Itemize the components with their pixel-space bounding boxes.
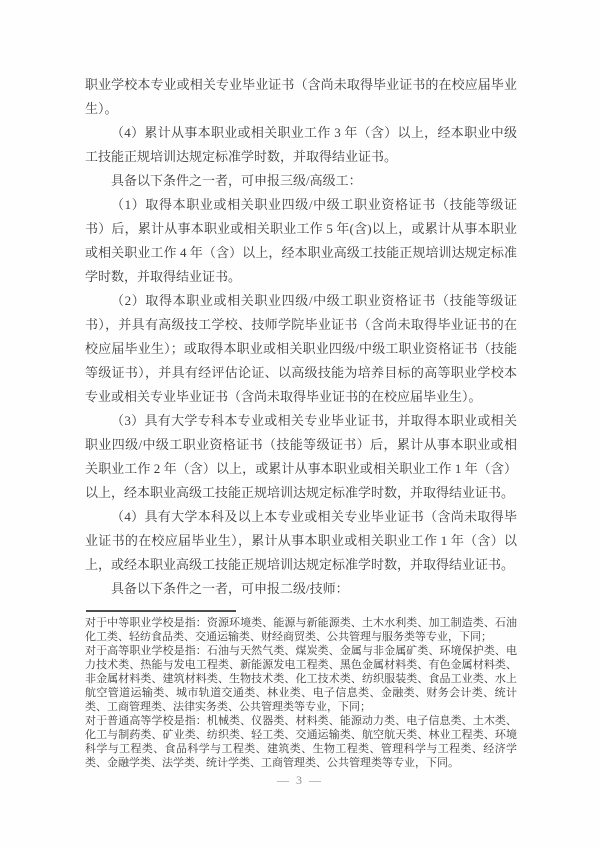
paragraph: 具备以下条件之一者，可申报二级/技师： (111, 581, 349, 596)
paragraph: 具备以下条件之一者，可申报三级/高级工： (111, 173, 362, 188)
paragraph: 职业学校本专业或相关专业毕业证书（含尚未取得毕业证书的在校应届毕业生）。 (85, 77, 517, 116)
footnote-paragraph: 对于普通高等学校是指：机械类、仪器类、材料类、能源动力类、电子信息类、土木类、化工与制药类、矿业类、纺织类、轻工类、交通运输类、航空航天类、林业工程类、环境科学与工程类、食品科学与工程类、建筑类、生物工程类、管理科学与工程类、经济学类、金融学类、法学类、统计学类、工商管理类、公共管理类等专业，下同。 (85, 715, 517, 769)
paragraph: （4）具有大学本科及以上本专业或相关专业毕业证书（含尚未取得毕业证书的在校应届毕业生），累计从事本职业或相关职业工作 1 年（含）以上，或经本职业高级工技能正规培训达规定标准学时数，并取得结业证书。 (85, 509, 517, 572)
paragraph: （3）具有大学专科本专业或相关专业毕业证书，并取得本职业或相关职业四级/中级工职业资格证书（技能等级证书）后，累计从事本职业或相关职业工作 2 年（含）以上，或累计从事本职业或相关职业工作 1 年（含）以上，经本职业高级工技能正规培训达规定标准学时数，并取得结业证书。 (85, 413, 517, 500)
page-number: — 3 — (277, 773, 323, 787)
paragraph: （4）累计从事本职业或相关职业工作 3 年（含）以上，经本职业中级工技能正规培训达规定标准学时数，并取得结业证书。 (85, 125, 517, 164)
footnote-paragraph: 对于中等职业学校是指：资源环境类、能源与新能源类、土木水利类、加工制造类、石油化工类、轻纺食品类、交通运输类、财经商贸类、公共管理与服务类等专业，下同； (85, 617, 517, 643)
paragraph: （2）取得本职业或相关职业四级/中级工职业资格证书（技能等级证书），并具有高级技工学校、技师学院毕业证书（含尚未取得毕业证书的在校应届毕业生）；或取得本职业或相关职业四级/中级工职业资格证书（技能等级证书），并具有经评估论证、以高级技能为培养目标的高等职业学校本专业或相关专业毕业证书（含尚未取得毕业证书的在校应届毕业生）。 (85, 293, 517, 404)
paragraph: （1）取得本职业或相关职业四级/中级工职业资格证书（技能等级证书）后，累计从事本职业或相关职业工作 5 年(含)以上，或累计从事本职业或相关职业工作 4 年（含）以上，经本职业高级工技能正规培训达规定标准学时数，并取得结业证书。 (85, 197, 517, 284)
footnote-separator (86, 610, 236, 612)
body-text (85, 73, 517, 601)
footnotes (85, 616, 517, 770)
footnote-paragraph: 对于高等职业学校是指：石油与天然气类、煤炭类、金属与非金属矿类、环境保护类、电力技术类、热能与发电工程类、新能源发电工程类、黑色金属材料类、有色金属材料类、非金属材料类、建筑材料类、生物技术类、化工技术类、纺织服装类、食品工业类、水上航空管道运输类、城市轨道交通类、林业类、电子信息类、金融类、财务会计类、统计类、工商管理类、法律实务类、公共管理类等专业，下同； (85, 645, 517, 713)
